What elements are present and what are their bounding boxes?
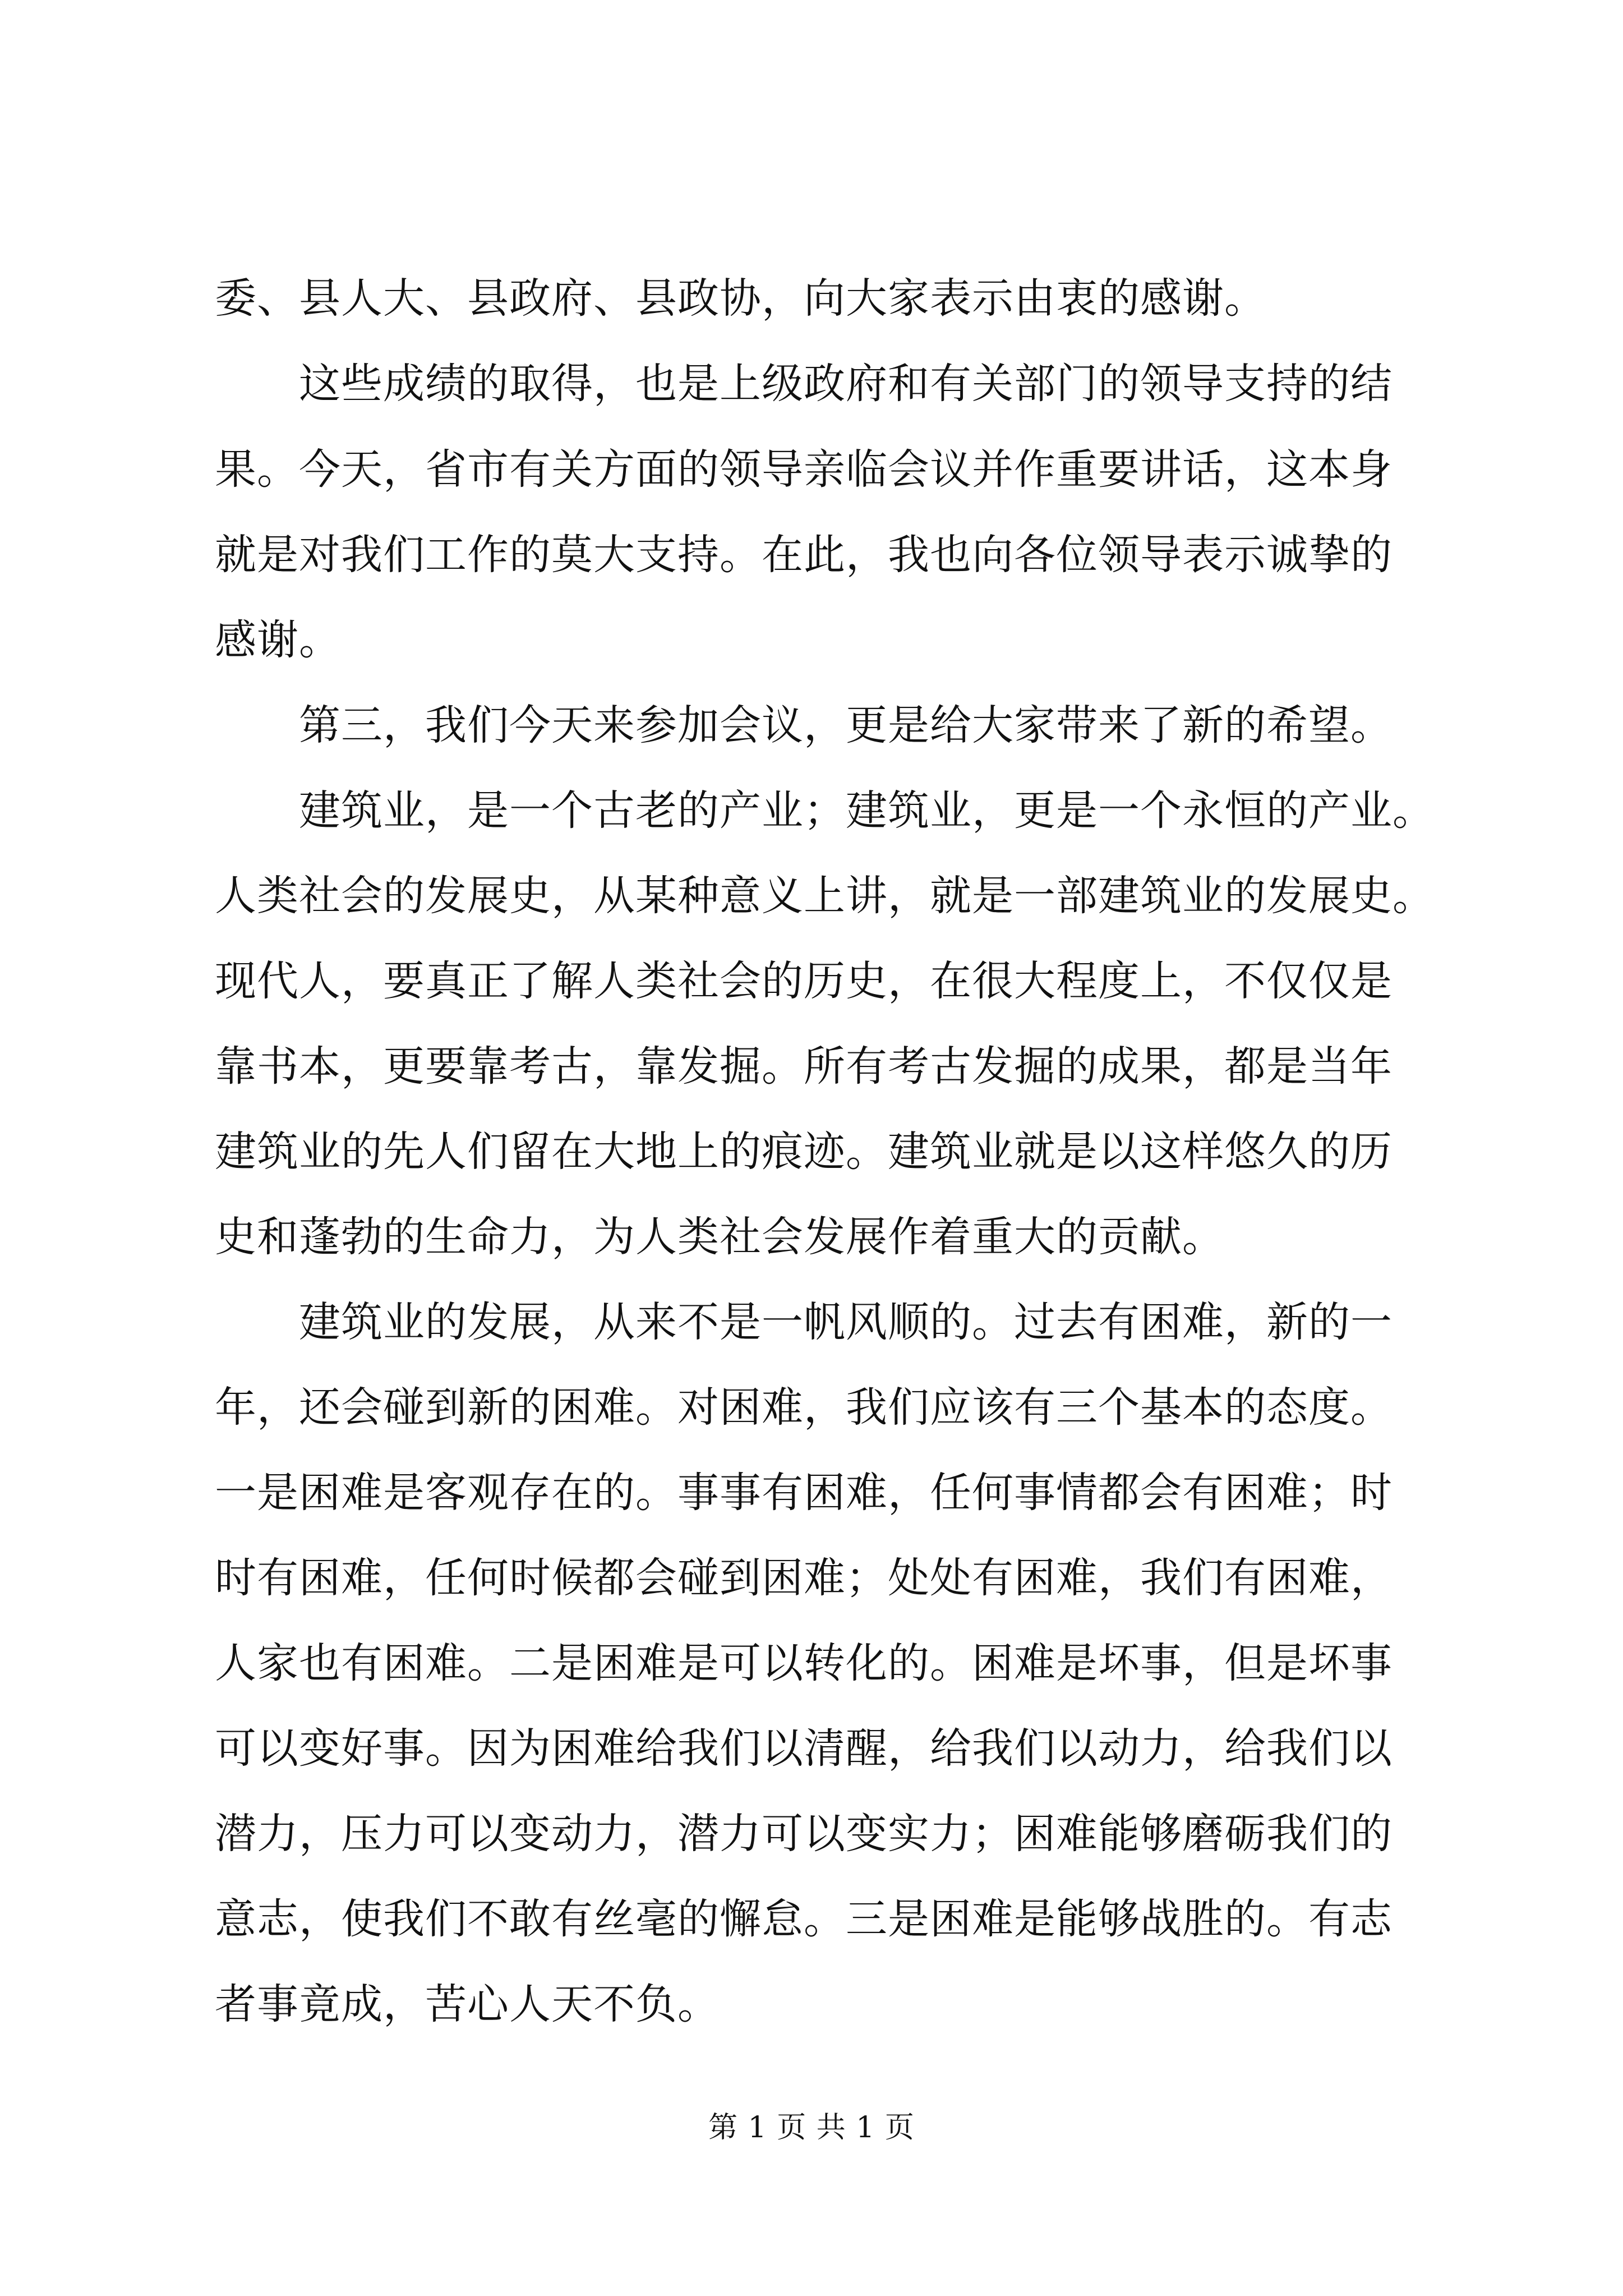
text-line: 委、县人大、县政府、县政协，向大家表示由衷的感谢。	[215, 274, 1266, 323]
text-line: 年，还会碰到新的困难。对困难，我们应该有三个基本的态度。	[215, 1383, 1393, 1432]
text-line: 果。今天，省市有关方面的领导亲临会议并作重要讲话，这本身	[215, 445, 1393, 494]
text-line: 现代人，要真正了解人类社会的历史，在很大程度上，不仅仅是	[215, 957, 1393, 1005]
text-line: 人家也有困难。二是困难是可以转化的。困难是坏事，但是坏事	[215, 1639, 1393, 1687]
text-line: 时有困难，任何时候都会碰到困难；处处有困难，我们有困难，	[215, 1554, 1393, 1602]
text-line: 史和蓬勃的生命力，为人类社会发展作着重大的贡献。	[215, 1213, 1224, 1261]
text-line: 一是困难是客观存在的。事事有困难，任何事情都会有困难；时	[215, 1469, 1393, 1517]
text-line: 人类社会的发展史，从某种意义上讲，就是一部建筑业的发展史。	[215, 872, 1435, 920]
text-line: 靠书本，更要靠考古，靠发掘。所有考古发掘的成果，都是当年	[215, 1042, 1393, 1091]
text-line: 建筑业的发展，从来不是一帆风顺的。过去有困难，新的一	[215, 1298, 1393, 1346]
text-line: 建筑业，是一个古老的产业；建筑业，更是一个永恒的产业。	[215, 786, 1435, 835]
text-line: 建筑业的先人们留在大地上的痕迹。建筑业就是以这样悠久的历	[215, 1128, 1393, 1176]
text-line: 意志，使我们不敢有丝毫的懈怠。三是困难是能够战胜的。有志	[215, 1895, 1393, 1943]
text-line: 就是对我们工作的莫大支持。在此，我也向各位领导表示诚挚的	[215, 531, 1393, 579]
page-number-footer: 第 1 页 共 1 页	[708, 2111, 915, 2145]
text-line: 第三，我们今天来参加会议，更是给大家带来了新的希望。	[215, 701, 1393, 749]
text-line: 潜力，压力可以变动力，潜力可以变实力；困难能够磨砺我们的	[215, 1810, 1393, 1858]
text-line: 者事竟成，苦心人天不负。	[215, 1980, 720, 2028]
text-line: 这些成绩的取得，也是上级政府和有关部门的领导支持的结	[215, 360, 1393, 408]
text-line: 可以变好事。因为困难给我们以清醒，给我们以动力，给我们以	[215, 1724, 1393, 1773]
text-line: 感谢。	[215, 616, 341, 664]
